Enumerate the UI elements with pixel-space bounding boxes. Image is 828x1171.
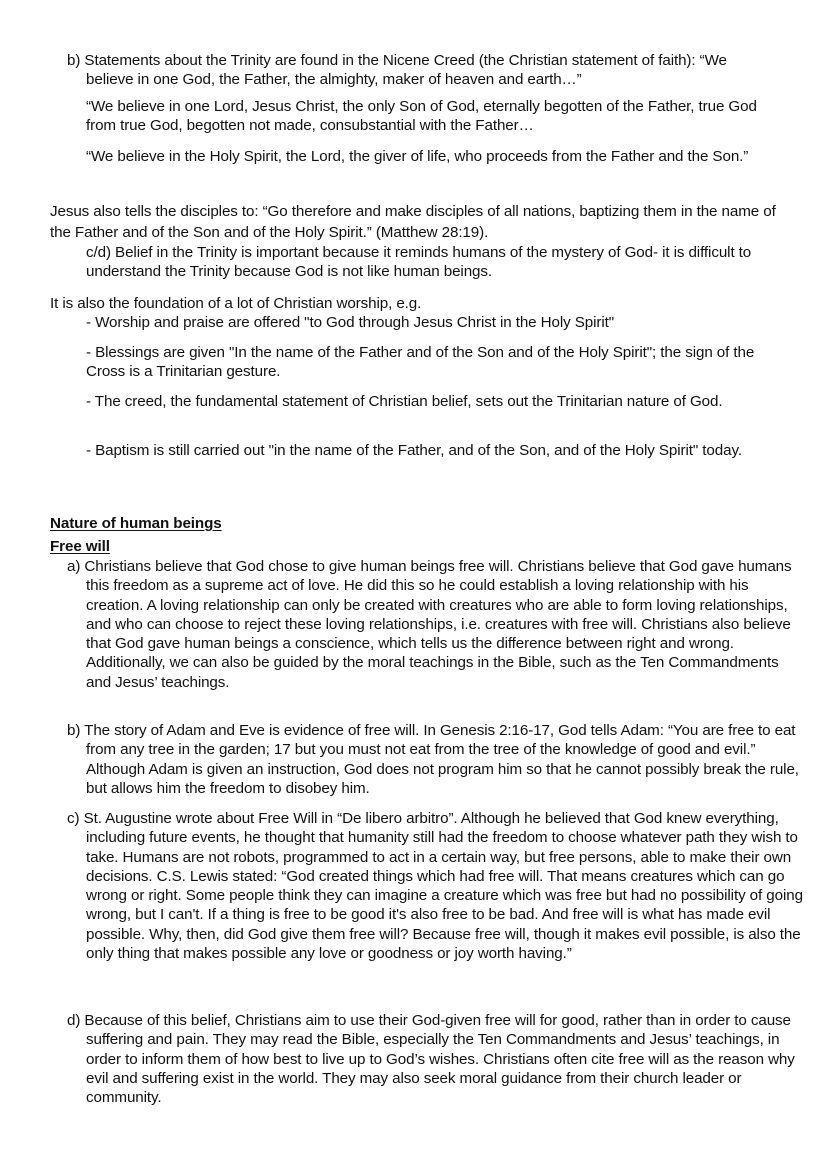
creed-quote-spirit: “We believe in the Holy Spirit, the Lord, the giver of life, who proceeds from the Father and the Son.” xyxy=(86,148,749,165)
section-heading: Nature of human beings xyxy=(50,515,222,532)
trinity-item-cd: c/d) Belief in the Trinity is important because it reminds humans of the mystery of God- it is difficult to understand the Trinity because God is not like human beings. xyxy=(86,244,752,281)
worship-intro: It is also the foundation of a lot of Christian worship, e.g. xyxy=(50,295,422,312)
free-will-item-a: a) Christians believe that God chose to give human beings free will. Christians believe that God gave humans this freedom as a supreme act of love. He did this so he could establish a loving relationship with his creation. A loving relationship can only be created with creatures who are able to form loving relationships, and who can choose to reject these loving relationships, i.e. creatures with free will. Christians also believe that God gave human beings a conscience, which tells us the difference between right and wrong. Additionally, we can also be guided by the moral teachings in the Bible, such as the Ten Commandments and Jesus’ teachings. xyxy=(67,558,792,691)
worship-point: - Worship and praise are offered "to God through Jesus Christ in the Holy Spirit" xyxy=(86,314,615,331)
free-will-item-c: c) St. Augustine wrote about Free Will in “De libero arbitro”. Although he believed that God knew everything, including future events, he thought that humanity still had the freedom to choose whatever path they wish to take. Humans are not robots, programmed to act in a certain way, but free persons, able to make their own decisions. C.S. Lewis stated: “God created things which had free will. That means creatures which can go wrong or right. Some people think they can imagine a creature which was free but had no possibility of going wrong, but I can't. If a thing is free to be good it's also free to be bad. And free will is what has made evil possible. Why, then, did God give them free will? Because free will, though it makes evil possible, is also the only thing that makes possible any love or goodness or joy worth having.” xyxy=(67,810,803,963)
worship-point: - Baptism is still carried out "in the name of the Father, and of the Son, and of the Holy Spirit" today. xyxy=(86,442,742,459)
free-will-item-d: d) Because of this belief, Christians aim to use their God-given free will for good, rather than in order to cause suffering and pain. They may read the Bible, especially the Ten Commandments and Jesus’ teachings, in order to inform them of how best to live up to God’s wishes. Christians often cite free will as the reason why evil and suffering exist in the world. They may also seek moral guidance from their church leader or community. xyxy=(67,1012,795,1107)
section-subheading: Free will xyxy=(50,538,110,555)
creed-quote-son: “We believe in one Lord, Jesus Christ, the only Son of God, eternally begotten of the Father, true God from true God, begotten not made, consubstantial with the Father… xyxy=(86,98,757,135)
free-will-item-b: b) The story of Adam and Eve is evidence of free will. In Genesis 2:16-17, God tells Adam: “You are free to eat from any tree in the garden; 17 but you must not eat from the tree of the knowledge of good and evil.” Although Adam is given an instruction, God does not program him so that he cannot possibly break the rule, but allows him the freedom to disobey him. xyxy=(67,722,799,797)
worship-point: - Blessings are given "In the name of the Father and of the Son and of the Holy Spirit"; the sign of the Cross is a Trinitarian gesture. xyxy=(86,344,755,381)
matthew-paragraph: Jesus also tells the disciples to: “Go therefore and make disciples of all nations, baptizing them in the name of the Father and of the Son and of the Holy Spirit.” (Matthew 28:19). xyxy=(50,203,776,241)
trinity-item-b: b) Statements about the Trinity are found in the Nicene Creed (the Christian statement of faith): “We believe in one God, the Father, the almighty, maker of heaven and earth…” xyxy=(67,52,727,89)
worship-point: - The creed, the fundamental statement of Christian belief, sets out the Trinitarian nature of God. xyxy=(86,393,723,410)
